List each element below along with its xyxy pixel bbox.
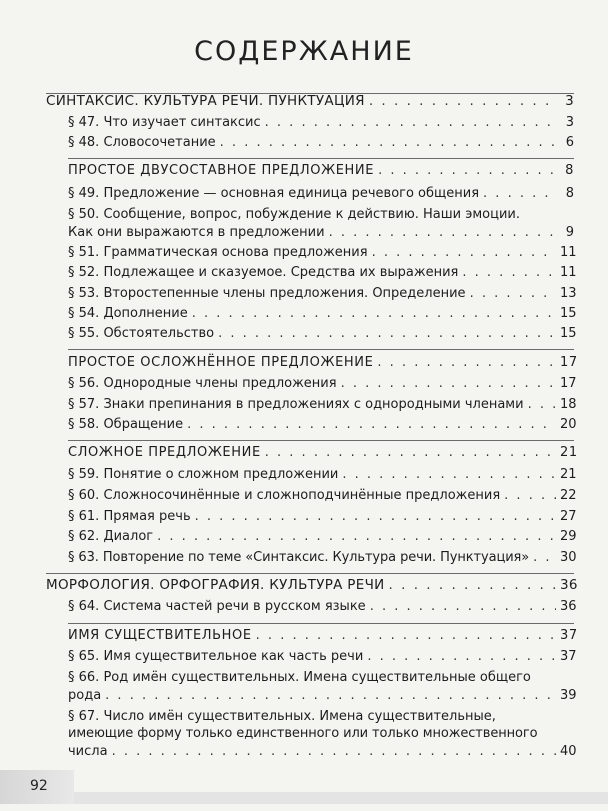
- section-rule: [68, 158, 574, 159]
- entry-page-number: 8: [565, 186, 574, 201]
- entry-text: § 47. Что изучает синтаксис: [68, 115, 261, 130]
- dot-leader: [462, 264, 556, 281]
- dot-leader: [341, 375, 556, 392]
- toc-entry-51: [68, 244, 577, 261]
- dot-leader: [105, 687, 556, 704]
- chapter-heading-noun: [68, 627, 578, 644]
- toc-entry-67-line1: [68, 708, 574, 725]
- toc-entry-55: [68, 325, 577, 342]
- entry-text: § 67. Число имён существительных. Имена существительные,: [68, 709, 496, 724]
- entry-page-number: 6: [565, 135, 574, 150]
- part-heading-syntax: [46, 93, 574, 110]
- chapter-page-number: 21: [560, 445, 578, 460]
- toc-entry-48: [68, 134, 574, 151]
- toc-entry-58: [68, 416, 577, 433]
- dot-leader: [377, 354, 556, 371]
- toc-entry-65: [68, 648, 577, 665]
- chapter-heading-text: ПРОСТОЕ ОСЛОЖНЁННОЕ ПРЕДЛОЖЕНИЕ: [68, 355, 374, 370]
- dot-leader: [369, 93, 556, 110]
- part-heading-text: МОРФОЛОГИЯ. ОРФОГРАФИЯ. КУЛЬТУРА РЕЧИ: [46, 577, 385, 593]
- entry-page-number: 3: [565, 115, 574, 130]
- section-rule: [68, 623, 574, 624]
- entry-text: § 48. Словосочетание: [68, 135, 216, 150]
- entry-page-number: 20: [560, 417, 577, 432]
- entry-text: § 52. Подлежащее и сказуемое. Средства их выражения: [68, 265, 459, 280]
- chapter-page-number: 17: [560, 355, 578, 370]
- part-heading-text: СИНТАКСИС. КУЛЬТУРА РЕЧИ. ПУНКТУАЦИЯ: [46, 93, 365, 109]
- dot-leader: [195, 508, 556, 525]
- section-rule: [46, 573, 574, 574]
- entry-page-number: 30: [560, 550, 577, 565]
- dot-leader: [389, 577, 556, 594]
- dot-leader: [533, 549, 556, 566]
- entry-text: § 58. Обращение: [68, 417, 184, 432]
- toc-entry-53: [68, 285, 577, 302]
- entry-text: § 61. Прямая речь: [68, 509, 191, 524]
- part-page-number: 36: [560, 577, 578, 593]
- toc-entry-54: [68, 305, 577, 322]
- entry-page-number: 15: [560, 326, 577, 341]
- page-title: СОДЕРЖАНИЕ: [194, 36, 414, 67]
- dot-leader: [504, 487, 556, 504]
- entry-page-number: 15: [560, 306, 577, 321]
- dot-leader: [342, 466, 556, 483]
- toc-entry-49: [68, 185, 574, 202]
- toc-entry-52: [68, 264, 577, 281]
- entry-text: § 62. Диалог: [68, 529, 154, 544]
- entry-text: § 60. Сложносочинённые и сложноподчинённые предложения: [68, 488, 501, 503]
- chapter-heading-complicated: [68, 354, 578, 371]
- chapter-heading-text: ИМЯ СУЩЕСТВИТЕЛЬНОЕ: [68, 628, 252, 643]
- entry-text: Как они выражаются в предложении: [68, 225, 325, 240]
- entry-text: § 65. Имя существительное как часть речи: [68, 649, 364, 664]
- dot-leader: [483, 185, 556, 202]
- dot-leader: [187, 416, 556, 433]
- entry-text: § 54. Дополнение: [68, 306, 188, 321]
- entry-page-number: 40: [560, 744, 577, 759]
- page-number: 92: [30, 778, 48, 794]
- entry-text: рода: [68, 688, 102, 703]
- dot-leader: [256, 627, 556, 644]
- dot-leader: [372, 244, 556, 261]
- toc-entry-57: [68, 396, 577, 413]
- chapter-page-number: 37: [560, 628, 578, 643]
- dot-leader: [329, 224, 556, 241]
- entry-text: § 63. Повторение по теме «Синтаксис. Культура речи. Пунктуация»: [68, 550, 530, 565]
- dot-leader: [528, 396, 556, 413]
- entry-page-number: 17: [560, 376, 577, 391]
- entry-text: § 59. Понятие о сложном предложении: [68, 467, 339, 482]
- toc-entry-47: [68, 114, 574, 131]
- entry-text: § 51. Грамматическая основа предложения: [68, 245, 368, 260]
- entry-page-number: 27: [560, 509, 577, 524]
- entry-page-number: 21: [560, 467, 577, 482]
- entry-text: имеющие форму только единственного или только множественного: [68, 726, 538, 741]
- chapter-heading-two-part: [68, 162, 574, 179]
- dot-leader: [378, 162, 556, 179]
- chapter-page-number: 8: [565, 163, 574, 178]
- entry-text: § 55. Обстоятельство: [68, 326, 215, 341]
- entry-page-number: 29: [560, 529, 577, 544]
- entry-page-number: 37: [560, 649, 577, 664]
- entry-page-number: 18: [560, 397, 577, 412]
- toc-entry-59: [68, 466, 577, 483]
- entry-text: § 64. Система частей речи в русском языке: [68, 599, 366, 614]
- entry-text: § 49. Предложение — основная единица речевого общения: [68, 186, 480, 201]
- page-number-tab: [0, 770, 74, 804]
- toc-entry-67-line2: [68, 725, 574, 742]
- part-page-number: 3: [565, 93, 574, 109]
- entry-text: числа: [68, 744, 108, 759]
- dot-leader: [220, 134, 556, 151]
- dot-leader: [218, 325, 556, 342]
- footer-band: [74, 792, 608, 804]
- dot-leader: [470, 285, 556, 302]
- toc-entry-50-line1: [68, 206, 574, 223]
- section-rule: [68, 349, 574, 350]
- toc-entry-66-line1: [68, 669, 574, 686]
- dot-leader: [157, 528, 556, 545]
- toc-entry-50-line2: [68, 224, 574, 241]
- dot-leader: [370, 598, 556, 615]
- dot-leader: [192, 305, 556, 322]
- entry-page-number: 9: [565, 225, 574, 240]
- entry-text: § 53. Второстепенные члены предложения. Определение: [68, 286, 466, 301]
- entry-page-number: 13: [560, 286, 577, 301]
- entry-page-number: 22: [560, 488, 577, 503]
- entry-text: § 50. Сообщение, вопрос, побуждение к действию. Наши эмоции.: [68, 207, 521, 222]
- dot-leader: [112, 743, 556, 760]
- entry-text: § 57. Знаки препинания в предложениях с однородными членами: [68, 397, 524, 412]
- toc-entry-61: [68, 508, 577, 525]
- toc-entry-56: [68, 375, 577, 392]
- chapter-heading-complex: [68, 444, 578, 461]
- chapter-heading-text: ПРОСТОЕ ДВУСОСТАВНОЕ ПРЕДЛОЖЕНИЕ: [68, 163, 375, 178]
- entry-page-number: 39: [560, 688, 577, 703]
- toc-entry-64: [68, 598, 577, 615]
- dot-leader: [265, 114, 556, 131]
- dot-leader: [265, 444, 556, 461]
- toc-entry-67-line3: [68, 743, 577, 760]
- section-rule: [68, 440, 574, 441]
- toc-entry-62: [68, 528, 577, 545]
- toc-entry-63: [68, 549, 577, 566]
- entry-text: § 56. Однородные члены предложения: [68, 376, 337, 391]
- entry-page-number: 11: [560, 245, 577, 260]
- entry-text: § 66. Род имён существительных. Имена существительные общего: [68, 670, 531, 685]
- toc-entry-66-line2: [68, 687, 577, 704]
- toc-entry-60: [68, 487, 577, 504]
- dot-leader: [367, 648, 556, 665]
- part-heading-morphology: [46, 577, 578, 594]
- entry-page-number: 36: [560, 599, 577, 614]
- chapter-heading-text: СЛОЖНОЕ ПРЕДЛОЖЕНИЕ: [68, 445, 261, 460]
- entry-page-number: 11: [560, 265, 577, 280]
